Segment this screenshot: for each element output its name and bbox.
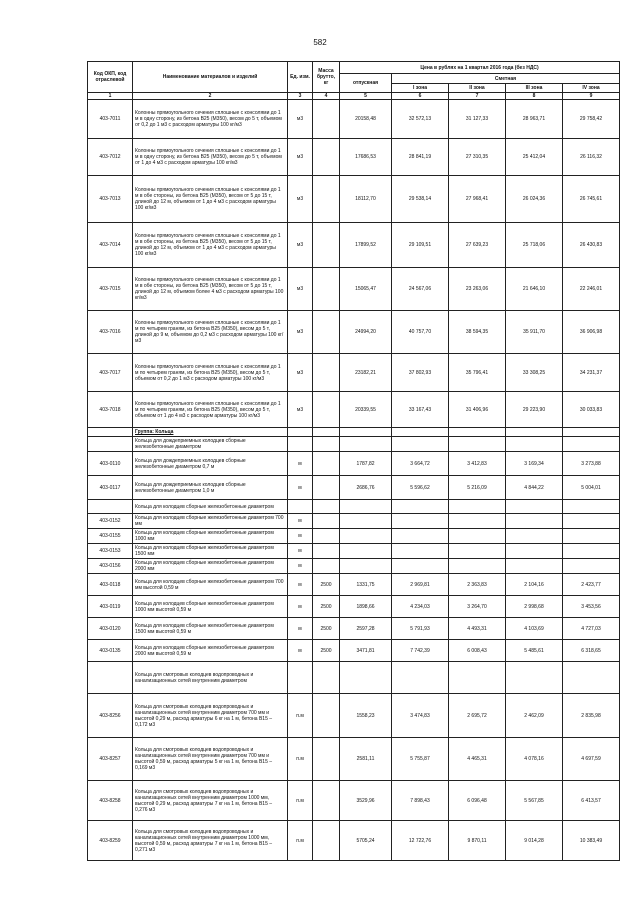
- price-zone1: 29 109,51: [392, 223, 449, 268]
- column-number: 3: [288, 93, 313, 100]
- row-name: Кольца для смотровых колодцев водопроводных и канализационных сетей внутренним диаметром 1000 мм, высотой 0,29 м, расход арматуры 7 кг на 1 м, бетона В15 – 0,276 м3: [133, 781, 288, 821]
- row-code: 403-7014: [88, 223, 133, 268]
- table-row: [88, 738, 620, 781]
- row-unit: м: [288, 452, 313, 476]
- price-zone4: [563, 662, 620, 694]
- row-name: Колонны прямоугольного сечения сплошные с консолями до 1 м в одну сторону, из бетона В25 (М350), весом до 5 т, объемом от 0,2 до 1 м3 с расходом арматуры 100 кг/м3: [133, 100, 288, 139]
- price-zone4: 3 273,88: [563, 452, 620, 476]
- row-unit: [288, 500, 313, 514]
- row-code: 403-8257: [88, 738, 133, 781]
- row-code: 403-7012: [88, 139, 133, 176]
- price-zone3: [506, 437, 563, 452]
- row-unit: м: [288, 596, 313, 618]
- row-name: Кольца для колодцев сборные железобетонные диаметром 700 мм: [133, 514, 288, 529]
- price-zone2: 27 639,23: [449, 223, 506, 268]
- price-zone2: 31 127,33: [449, 100, 506, 139]
- row-mass: [313, 694, 340, 738]
- table-row: [88, 500, 620, 514]
- price-zone4: 4 727,03: [563, 618, 620, 640]
- header-code: Код ОКП, код отраслевой: [88, 62, 133, 93]
- table-row: [88, 544, 620, 559]
- price-zone4: 2 423,77: [563, 574, 620, 596]
- row-name: Колонны прямоугольного сечения сплошные с консолями до 1 м по четырем граням, из бетона В25 (М350), весом до 5 т, объемом от 1 до 4 м3 с расходом арматуры 100 кг/м3: [133, 392, 288, 428]
- price-zone4: 34 231,37: [563, 354, 620, 392]
- row-unit: м: [288, 640, 313, 662]
- header-unit: Ед. изм.: [288, 62, 313, 93]
- table-body: [88, 100, 620, 861]
- row-code: [88, 428, 133, 437]
- header-zone3: III зона: [506, 84, 563, 93]
- price-release: 3529,96: [340, 781, 392, 821]
- table-row: [88, 452, 620, 476]
- price-zone4: 29 758,42: [563, 100, 620, 139]
- column-numbers-row: [88, 93, 620, 100]
- table-row: [88, 529, 620, 544]
- price-release: 20339,55: [340, 392, 392, 428]
- price-zone3: 4 844,22: [506, 476, 563, 500]
- column-number: 9: [563, 93, 620, 100]
- price-release: 1898,66: [340, 596, 392, 618]
- table-row: [88, 311, 620, 354]
- table-row: [88, 476, 620, 500]
- price-zone4: 22 246,01: [563, 268, 620, 311]
- price-zone2: [449, 428, 506, 437]
- price-zone1: 5 596,62: [392, 476, 449, 500]
- price-zone2: 2 363,83: [449, 574, 506, 596]
- price-zone4: 30 033,83: [563, 392, 620, 428]
- price-zone4: 36 906,98: [563, 311, 620, 354]
- column-number: 2: [133, 93, 288, 100]
- price-zone3: 2 462,09: [506, 694, 563, 738]
- price-zone4: 10 383,49: [563, 821, 620, 861]
- table-row: [88, 100, 620, 139]
- table-row: [88, 354, 620, 392]
- row-mass: [313, 100, 340, 139]
- price-zone4: 26 116,32: [563, 139, 620, 176]
- price-release: [340, 500, 392, 514]
- row-code: 403-0152: [88, 514, 133, 529]
- price-zone2: [449, 437, 506, 452]
- row-mass: [313, 500, 340, 514]
- price-zone3: [506, 514, 563, 529]
- row-mass: [313, 139, 340, 176]
- table-row: [88, 694, 620, 738]
- row-mass: 2500: [313, 574, 340, 596]
- price-zone1: [392, 544, 449, 559]
- row-code: 403-0120: [88, 618, 133, 640]
- price-zone4: 26 430,83: [563, 223, 620, 268]
- row-name: Кольца для колодцев сборные железобетонные диаметром 1000 мм: [133, 529, 288, 544]
- price-zone2: [449, 544, 506, 559]
- price-zone1: 7 742,39: [392, 640, 449, 662]
- price-zone4: 3 453,56: [563, 596, 620, 618]
- row-code: 403-0156: [88, 559, 133, 574]
- row-mass: [313, 781, 340, 821]
- page-number: 582: [313, 38, 327, 47]
- header-mass: Масса брутто, кг: [313, 62, 340, 93]
- price-zone1: 32 572,13: [392, 100, 449, 139]
- row-name: Кольца для смотровых колодцев водопроводных и канализационных сетей внутренним диаметром 1000 мм, высотой 0,59 м, расход арматуры 7 кг на 1 м, бетона В15 – 0,271 м3: [133, 821, 288, 861]
- price-zone1: 5 791,93: [392, 618, 449, 640]
- row-code: 403-8256: [88, 694, 133, 738]
- price-zone2: [449, 529, 506, 544]
- row-unit: м3: [288, 311, 313, 354]
- price-release: 15065,47: [340, 268, 392, 311]
- table-row: [88, 781, 620, 821]
- price-zone4: 6 318,65: [563, 640, 620, 662]
- price-release: 5705,24: [340, 821, 392, 861]
- row-unit: п.м: [288, 821, 313, 861]
- price-release: 1558,23: [340, 694, 392, 738]
- row-mass: [313, 428, 340, 437]
- price-zone3: 5 567,85: [506, 781, 563, 821]
- price-zone1: 12 722,76: [392, 821, 449, 861]
- price-zone1: 3 664,72: [392, 452, 449, 476]
- price-zone4: [563, 437, 620, 452]
- price-zone3: 26 024,36: [506, 176, 563, 223]
- row-mass: 2500: [313, 640, 340, 662]
- price-zone2: 3 264,70: [449, 596, 506, 618]
- price-zone2: 23 263,06: [449, 268, 506, 311]
- price-zone1: 3 474,83: [392, 694, 449, 738]
- row-mass: [313, 452, 340, 476]
- row-name: Кольца для дождеприемных колодцев сборные железобетонные диаметром: [133, 437, 288, 452]
- row-mass: [313, 662, 340, 694]
- row-unit: м3: [288, 139, 313, 176]
- row-code: 403-0135: [88, 640, 133, 662]
- price-zone2: [449, 662, 506, 694]
- table-row: [88, 392, 620, 428]
- price-zone3: [506, 529, 563, 544]
- row-unit: м: [288, 514, 313, 529]
- price-release: 20158,48: [340, 100, 392, 139]
- price-zone1: [392, 514, 449, 529]
- row-code: 403-7016: [88, 311, 133, 354]
- row-mass: [313, 268, 340, 311]
- price-release: [340, 428, 392, 437]
- price-zone4: [563, 544, 620, 559]
- row-name: Колонны прямоугольного сечения сплошные с консолями до 1 м в обе стороны, из бетона В25 (М350), весом от 5 до 15 т, длиной до 12 м, объемом от 1 до 4 м3 с расходом арматуры 100 кг/м3: [133, 223, 288, 268]
- price-release: [340, 662, 392, 694]
- price-zone2: 31 406,96: [449, 392, 506, 428]
- row-name: Кольца для колодцев сборные железобетонные диаметром 1500 мм высотой 0,59 м: [133, 618, 288, 640]
- price-zone1: [392, 437, 449, 452]
- column-number: 7: [449, 93, 506, 100]
- row-unit: п.м: [288, 781, 313, 821]
- row-mass: [313, 544, 340, 559]
- price-zone2: [449, 559, 506, 574]
- table-row: [88, 139, 620, 176]
- row-name: Колонны прямоугольного сечения сплошные с консолями до 1 м по четырем граням, из бетона В25 (М350), весом до 5 т, длиной до 9 м, объемом до 0,2 м3 с расходом арматуры 100 кг/м3: [133, 311, 288, 354]
- price-zone4: [563, 428, 620, 437]
- row-unit: п.м: [288, 738, 313, 781]
- row-code: [88, 500, 133, 514]
- table-row: [88, 176, 620, 223]
- row-mass: [313, 738, 340, 781]
- price-zone3: 9 014,28: [506, 821, 563, 861]
- row-mass: [313, 821, 340, 861]
- table-row: [88, 559, 620, 574]
- price-zone1: 28 841,19: [392, 139, 449, 176]
- row-mass: [313, 223, 340, 268]
- table-row: [88, 596, 620, 618]
- price-zone1: 29 538,14: [392, 176, 449, 223]
- row-unit: м3: [288, 176, 313, 223]
- row-unit: м3: [288, 354, 313, 392]
- row-code: 403-7017: [88, 354, 133, 392]
- row-mass: [313, 311, 340, 354]
- column-number: 4: [313, 93, 340, 100]
- row-unit: [288, 662, 313, 694]
- price-zone3: [506, 544, 563, 559]
- row-code: 403-0155: [88, 529, 133, 544]
- row-code: 403-8258: [88, 781, 133, 821]
- row-mass: [313, 476, 340, 500]
- price-zone4: 5 004,01: [563, 476, 620, 500]
- price-table: [87, 61, 620, 861]
- price-zone2: [449, 514, 506, 529]
- price-zone1: [392, 500, 449, 514]
- price-zone1: 24 567,06: [392, 268, 449, 311]
- price-release: 18112,70: [340, 176, 392, 223]
- row-unit: м: [288, 544, 313, 559]
- row-mass: 2500: [313, 596, 340, 618]
- price-zone3: 4 078,16: [506, 738, 563, 781]
- price-zone4: 2 835,98: [563, 694, 620, 738]
- price-release: 3471,81: [340, 640, 392, 662]
- row-name: Кольца для смотровых колодцев водопроводных и канализационных сетей внутренним диаметром: [133, 662, 288, 694]
- row-name: Кольца для колодцев сборные железобетонные диаметром 2000 мм высотой 0,59 м: [133, 640, 288, 662]
- header-zone1: I зона: [392, 84, 449, 93]
- price-zone1: [392, 428, 449, 437]
- price-zone4: 26 745,61: [563, 176, 620, 223]
- price-zone2: 27 310,35: [449, 139, 506, 176]
- price-release: [340, 559, 392, 574]
- table-row: [88, 223, 620, 268]
- row-unit: м: [288, 574, 313, 596]
- table-row: [88, 514, 620, 529]
- header-estimate: Сметная: [392, 74, 620, 84]
- row-unit: м: [288, 476, 313, 500]
- column-number: 6: [392, 93, 449, 100]
- price-zone4: [563, 514, 620, 529]
- row-name: Кольца для колодцев сборные железобетонные диаметром 2000 мм: [133, 559, 288, 574]
- table-row: [88, 437, 620, 452]
- row-code: 403-7013: [88, 176, 133, 223]
- price-zone3: [506, 500, 563, 514]
- price-zone2: 38 594,35: [449, 311, 506, 354]
- header-zone4: IV зона: [563, 84, 620, 93]
- row-code: [88, 437, 133, 452]
- row-unit: м3: [288, 223, 313, 268]
- row-code: 403-0117: [88, 476, 133, 500]
- row-name: Кольца для смотровых колодцев водопроводных и канализационных сетей внутренним диаметром 700 мм и высотой 0,59 м, расход арматуры 5 кг на 1 м, бетона В15 – 0,169 м3: [133, 738, 288, 781]
- row-name: Кольца для смотровых колодцев водопроводных и канализационных сетей внутренним диаметром 700 мм и высотой 0,29 м, расход арматуры 6 кг на 1 м, бетона В15 – 0,172 м3: [133, 694, 288, 738]
- row-code: 403-8259: [88, 821, 133, 861]
- row-unit: [288, 437, 313, 452]
- price-zone1: 5 755,87: [392, 738, 449, 781]
- price-zone2: 2 695,72: [449, 694, 506, 738]
- price-zone3: [506, 559, 563, 574]
- row-name: Кольца для колодцев сборные железобетонные диаметром: [133, 500, 288, 514]
- price-release: 17899,52: [340, 223, 392, 268]
- row-code: 403-7015: [88, 268, 133, 311]
- table-row: [88, 640, 620, 662]
- price-release: [340, 529, 392, 544]
- row-name: Кольца для дождеприемных колодцев сборные железобетонные диаметром 0,7 м: [133, 452, 288, 476]
- price-zone2: 4 465,31: [449, 738, 506, 781]
- header-name: Наименование материалов и изделий: [133, 62, 288, 93]
- table-row: [88, 268, 620, 311]
- header-zone2: II зона: [449, 84, 506, 93]
- price-zone3: 2 998,68: [506, 596, 563, 618]
- row-code: 403-0153: [88, 544, 133, 559]
- price-zone3: 21 646,10: [506, 268, 563, 311]
- row-mass: [313, 392, 340, 428]
- row-code: 403-0119: [88, 596, 133, 618]
- table-row: [88, 821, 620, 861]
- price-zone1: 4 234,03: [392, 596, 449, 618]
- price-release: 23182,21: [340, 354, 392, 392]
- price-release: [340, 544, 392, 559]
- row-mass: [313, 529, 340, 544]
- price-release: 17686,53: [340, 139, 392, 176]
- row-code: [88, 662, 133, 694]
- row-name: Кольца для колодцев сборные железобетонные диаметром 1000 мм высотой 0,59 м: [133, 596, 288, 618]
- row-mass: [313, 559, 340, 574]
- row-unit: м: [288, 529, 313, 544]
- row-mass: 2500: [313, 618, 340, 640]
- price-zone1: 37 802,93: [392, 354, 449, 392]
- price-zone4: [563, 559, 620, 574]
- price-zone1: [392, 529, 449, 544]
- row-name: Группа: Кольца: [133, 428, 288, 437]
- row-mass: [313, 176, 340, 223]
- price-release: [340, 437, 392, 452]
- price-zone2: 3 412,83: [449, 452, 506, 476]
- price-zone3: [506, 428, 563, 437]
- row-name: Колонны прямоугольного сечения сплошные с консолями до 1 м в одну сторону, из бетона В25 (М350), весом до 5 т, объемом от 1 до 4 м3 с расходом арматуры 100 кг/м3: [133, 139, 288, 176]
- row-unit: м: [288, 559, 313, 574]
- price-release: 24994,20: [340, 311, 392, 354]
- row-unit: м: [288, 618, 313, 640]
- price-zone3: 29 223,90: [506, 392, 563, 428]
- price-zone2: 4 493,31: [449, 618, 506, 640]
- row-unit: п.м: [288, 694, 313, 738]
- row-code: 403-0118: [88, 574, 133, 596]
- group-row: [88, 428, 620, 437]
- row-mass: [313, 437, 340, 452]
- price-zone2: [449, 500, 506, 514]
- row-name: Кольца для дождеприемных колодцев сборные железобетонные диаметром 1,0 м: [133, 476, 288, 500]
- row-unit: м3: [288, 268, 313, 311]
- price-zone2: 35 796,41: [449, 354, 506, 392]
- table-row: [88, 574, 620, 596]
- price-zone3: 25 412,04: [506, 139, 563, 176]
- header-price-title: Цена в рублях на 1 квартал 2016 года (без НДС): [340, 62, 620, 74]
- price-zone1: 2 969,81: [392, 574, 449, 596]
- row-unit: [288, 428, 313, 437]
- price-zone4: [563, 529, 620, 544]
- price-zone2: 9 870,11: [449, 821, 506, 861]
- row-name: Кольца для колодцев сборные железобетонные диаметром 1500 мм: [133, 544, 288, 559]
- price-zone3: 4 103,69: [506, 618, 563, 640]
- column-number: 8: [506, 93, 563, 100]
- row-name: Колонны прямоугольного сечения сплошные с консолями до 1 м в обе стороны, из бетона В25 (М350), весом от 5 до 15 т, длиной до 12 м, объемом более 4 м3 с расходом арматуры 100 кг/м3: [133, 268, 288, 311]
- row-code: 403-7018: [88, 392, 133, 428]
- price-zone1: [392, 559, 449, 574]
- price-release: 2686,76: [340, 476, 392, 500]
- row-unit: м3: [288, 100, 313, 139]
- price-release: 2597,28: [340, 618, 392, 640]
- price-release: 1787,82: [340, 452, 392, 476]
- price-release: 1331,75: [340, 574, 392, 596]
- price-zone2: 5 216,09: [449, 476, 506, 500]
- price-zone2: 6 008,43: [449, 640, 506, 662]
- price-zone3: 5 485,61: [506, 640, 563, 662]
- price-zone2: 27 968,41: [449, 176, 506, 223]
- row-name: Кольца для колодцев сборные железобетонные диаметром 700 мм высотой 0,59 м: [133, 574, 288, 596]
- row-unit: м3: [288, 392, 313, 428]
- header-release: отпускная: [340, 74, 392, 93]
- column-number: 5: [340, 93, 392, 100]
- row-code: 403-0110: [88, 452, 133, 476]
- row-mass: [313, 354, 340, 392]
- row-name: Колонны прямоугольного сечения сплошные с консолями до 1 м в обе стороны, из бетона В25 (М350), весом от 5 до 15 т, длиной до 12 м, объемом от 1 до 4 м3 с расходом арматуры 100 кг/м3: [133, 176, 288, 223]
- column-number: 1: [88, 93, 133, 100]
- price-zone2: 6 096,48: [449, 781, 506, 821]
- price-release: [340, 514, 392, 529]
- row-name: Колонны прямоугольного сечения сплошные с консолями до 1 м по четырем граням, из бетона В25 (М350), весом до 5 т, объемом от 0,2 до 1 м3 с расходом арматуры 100 кг/м3: [133, 354, 288, 392]
- table-row: [88, 662, 620, 694]
- price-zone4: [563, 500, 620, 514]
- price-zone1: 7 898,43: [392, 781, 449, 821]
- price-zone3: 28 963,71: [506, 100, 563, 139]
- row-code: 403-7011: [88, 100, 133, 139]
- price-zone3: 3 169,34: [506, 452, 563, 476]
- price-zone4: 4 697,59: [563, 738, 620, 781]
- price-zone3: 35 911,70: [506, 311, 563, 354]
- price-zone4: 6 413,57: [563, 781, 620, 821]
- price-release: 2581,11: [340, 738, 392, 781]
- table-row: [88, 618, 620, 640]
- price-zone1: [392, 662, 449, 694]
- price-zone1: 33 167,43: [392, 392, 449, 428]
- price-zone3: 2 104,16: [506, 574, 563, 596]
- price-zone1: 40 757,70: [392, 311, 449, 354]
- price-zone3: [506, 662, 563, 694]
- price-zone3: 33 308,25: [506, 354, 563, 392]
- price-zone3: 25 718,06: [506, 223, 563, 268]
- row-mass: [313, 514, 340, 529]
